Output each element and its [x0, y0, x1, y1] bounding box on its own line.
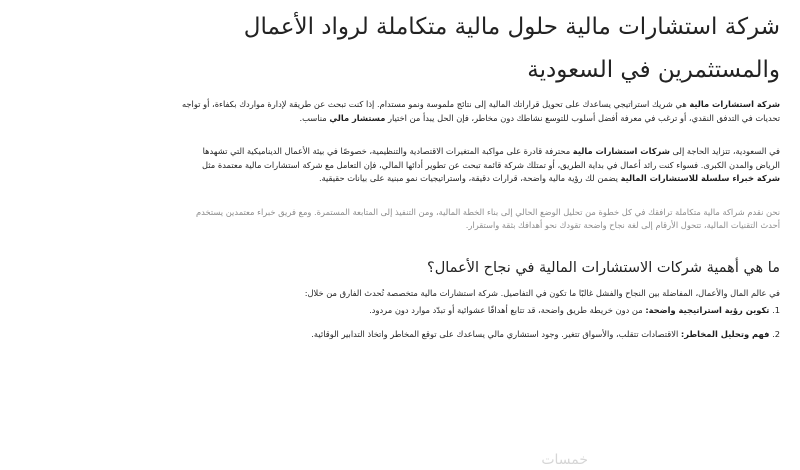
paragraph-text: محترفة قادرة على مواكبة المتغيرات الاقتصادية والتنظيمية، خصوصًا في بيئة الأعمال الديناميكية التي تشهدها الرياض والمدن الكبرى. فسواء كنت رائد أعمال في بداية الطريق، أو تمتلك شركة قائمة تبحث عن تطوير أدائها المالي، فإن التعامل مع شركة استشارات مالية معتمدة مثل	[201, 146, 780, 170]
paragraph-text: يضمن لك رؤية مالية واضحة، قرارات دقيقة، واستراتيجيات نمو مبنية على بيانات حقيقية.	[318, 173, 621, 183]
section-intro-paragraph: في عالم المال والأعمال، المفاضلة بين النجاح والفشل غالبًا ما تكون في التفاصيل. شركة استشارات مالية متخصصة تُحدث الفارق من خلال:	[304, 287, 780, 298]
list-item-title: تكوين رؤية استراتيجية واضحة:	[645, 305, 770, 315]
section-heading: ما هي أهمية شركات الاستشارات المالية في نجاح الأعمال؟	[427, 259, 780, 276]
bold-phrase: شركة خبراء سلسلة للاستشارات المالية	[620, 173, 780, 183]
paragraph-text: مناسب.	[299, 112, 330, 123]
bold-phrase: شركات استشارات مالية	[572, 146, 670, 156]
list-item	[180, 328, 780, 342]
page-title: شركة استشارات مالية حلول مالية متكاملة لرواد الأعمال والمستثمرين في السعودية	[243, 14, 780, 83]
watermark-logo: خمسات	[541, 452, 588, 468]
list-item	[180, 304, 780, 318]
saudi-paragraph	[180, 145, 780, 186]
list-item-text: الاقتصادات تتقلب، والأسواق تتغير. وجود استشاري مالي يساعدك على توقع المخاطر واتخاذ التدابير الوقائية.	[311, 328, 681, 339]
paragraph-text: في السعودية، تتزايد الحاجة إلى	[669, 146, 780, 156]
paragraph-text: هي شريك استراتيجي يساعدك على تحويل قراراتك المالية إلى نتائج ملموسة ونمو مستدام. إذا كنت تبحث عن طريقة لإدارة مواردك بكفاءة، أو تواجه تحديات في التدفق النقدي، أو ترغب في معرفة أفضل أسلوب للتوسع نشاطك دون مخاطر، فإن الحل يبدأ من اختيار	[181, 99, 780, 123]
article	[180, 0, 780, 341]
list-number: 2.	[769, 328, 780, 339]
list-number: 1.	[769, 305, 780, 315]
bold-phrase: مستشار مالي	[329, 112, 386, 123]
intro-paragraph	[180, 98, 780, 125]
list-item-text: من دون خريطة طريق واضحة، قد تتابع أهدافًا عشوائية أو تبدّد موارد دون مردود.	[369, 305, 646, 315]
bold-phrase: شركة استشارات مالية	[689, 99, 780, 109]
list-item-title: فهم وتحليل المخاطر:	[680, 328, 770, 339]
partnership-paragraph: نحن نقدم شراكة مالية متكاملة ترافقك في كل خطوة من تحليل الوضع الحالي إلى بناء الخطة المالية، ومن التنفيذ إلى المتابعة المستمرة. ومع فريق خبراء معتمدين يستخدم أحدث التقنيات المالية، تتحول الأرقام إلى لغة نجاح واضحة تقودك نحو أهدافك بثقة واستقرار.	[196, 206, 780, 230]
